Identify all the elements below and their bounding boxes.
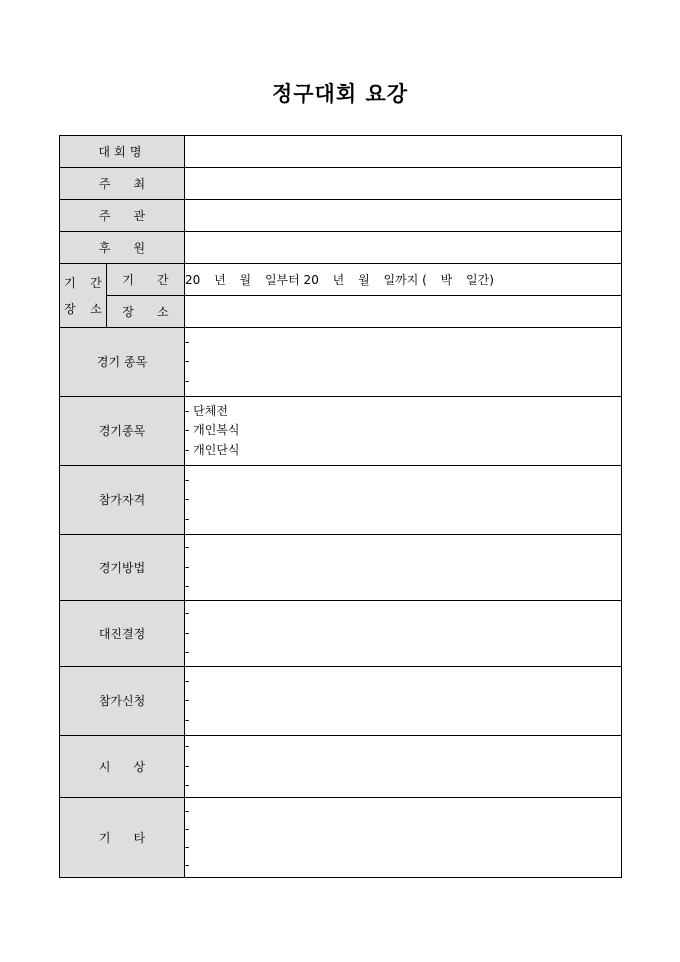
list-item: - 개인단식 <box>185 442 240 457</box>
list-item: - <box>185 559 190 574</box>
period-month-unit-end: 월 <box>358 272 370 287</box>
period-place-group-label <box>60 264 107 328</box>
table-row <box>60 601 622 667</box>
period-day-to: 일까지 ( <box>383 272 427 287</box>
table-row <box>60 168 622 200</box>
place-field[interactable] <box>185 296 622 328</box>
table-row <box>60 736 622 798</box>
list-item: - <box>185 354 190 369</box>
tournament-form-table <box>59 135 622 878</box>
draw-field[interactable] <box>185 601 622 667</box>
list-item: - <box>185 803 190 818</box>
event-name-label: 대회명 <box>60 136 185 168</box>
list-item: - <box>185 625 190 640</box>
list-item: - <box>185 739 190 754</box>
eligibility-field[interactable] <box>185 466 622 535</box>
organizer-label: 주 관 <box>60 200 185 232</box>
list-item: - <box>185 492 190 507</box>
host-field[interactable] <box>185 168 622 200</box>
list-item: - 개인복식 <box>185 423 240 438</box>
table-row <box>60 798 622 878</box>
list-item: - <box>185 673 190 688</box>
page-title: 정구대회 요강 <box>271 81 409 106</box>
table-row <box>60 397 622 466</box>
table-row <box>60 535 622 601</box>
list-item: - <box>185 778 190 793</box>
awards-field[interactable] <box>185 736 622 798</box>
period-nights: 박 <box>440 272 453 287</box>
sponsor-field[interactable] <box>185 232 622 264</box>
method-label: 경기방법 <box>60 535 185 601</box>
organizer-field[interactable] <box>185 200 622 232</box>
application-field[interactable] <box>185 667 622 736</box>
period-year-start: 20 <box>185 272 201 287</box>
events-detail-label: 경기종목 <box>60 397 185 466</box>
sponsor-label: 후 원 <box>60 232 185 264</box>
list-item: - <box>185 606 190 621</box>
period-group-label: 기 간 <box>64 275 102 290</box>
event-name-field[interactable] <box>185 136 622 168</box>
place-label: 장 소 <box>107 296 185 328</box>
table-row <box>60 466 622 535</box>
table-row <box>60 296 622 328</box>
draw-label: 대진결정 <box>60 601 185 667</box>
etc-label: 기 타 <box>60 798 185 878</box>
list-item: - <box>185 540 190 555</box>
place-group-label: 장 소 <box>64 301 102 316</box>
eligibility-label: 참가자격 <box>60 466 185 535</box>
list-item: - <box>185 511 190 526</box>
list-item: - <box>185 712 190 727</box>
list-item: - <box>185 839 190 854</box>
list-item: - <box>185 857 190 872</box>
period-year-unit-end: 년 <box>332 272 345 287</box>
period-day-from: 일부터 20 <box>264 272 319 287</box>
etc-field[interactable] <box>185 798 622 878</box>
list-item: - <box>185 693 190 708</box>
list-item: - <box>185 334 190 349</box>
period-year-unit: 년 <box>214 272 226 287</box>
list-item: - 단체전 <box>185 403 228 418</box>
list-item: - <box>185 579 190 594</box>
list-item: - <box>185 645 190 660</box>
application-label: 참가신청 <box>60 667 185 736</box>
list-item: - <box>185 758 190 773</box>
events-label: 경기 종목 <box>60 328 185 397</box>
period-field[interactable] <box>185 264 622 296</box>
table-row <box>60 200 622 232</box>
table-row <box>60 264 622 296</box>
table-row <box>60 232 622 264</box>
period-month-unit: 월 <box>239 272 252 287</box>
list-item: - <box>185 373 190 388</box>
method-field[interactable] <box>185 535 622 601</box>
table-row <box>60 328 622 397</box>
table-row <box>60 136 622 168</box>
host-label: 주 최 <box>60 168 185 200</box>
awards-label: 시 상 <box>60 736 185 798</box>
list-item: - <box>185 821 190 836</box>
events-field[interactable] <box>185 328 622 397</box>
events-detail-field[interactable] <box>185 397 622 466</box>
list-item: - <box>185 472 190 487</box>
period-label: 기 간 <box>107 264 185 296</box>
table-row <box>60 667 622 736</box>
period-days: 일간) <box>466 272 494 287</box>
